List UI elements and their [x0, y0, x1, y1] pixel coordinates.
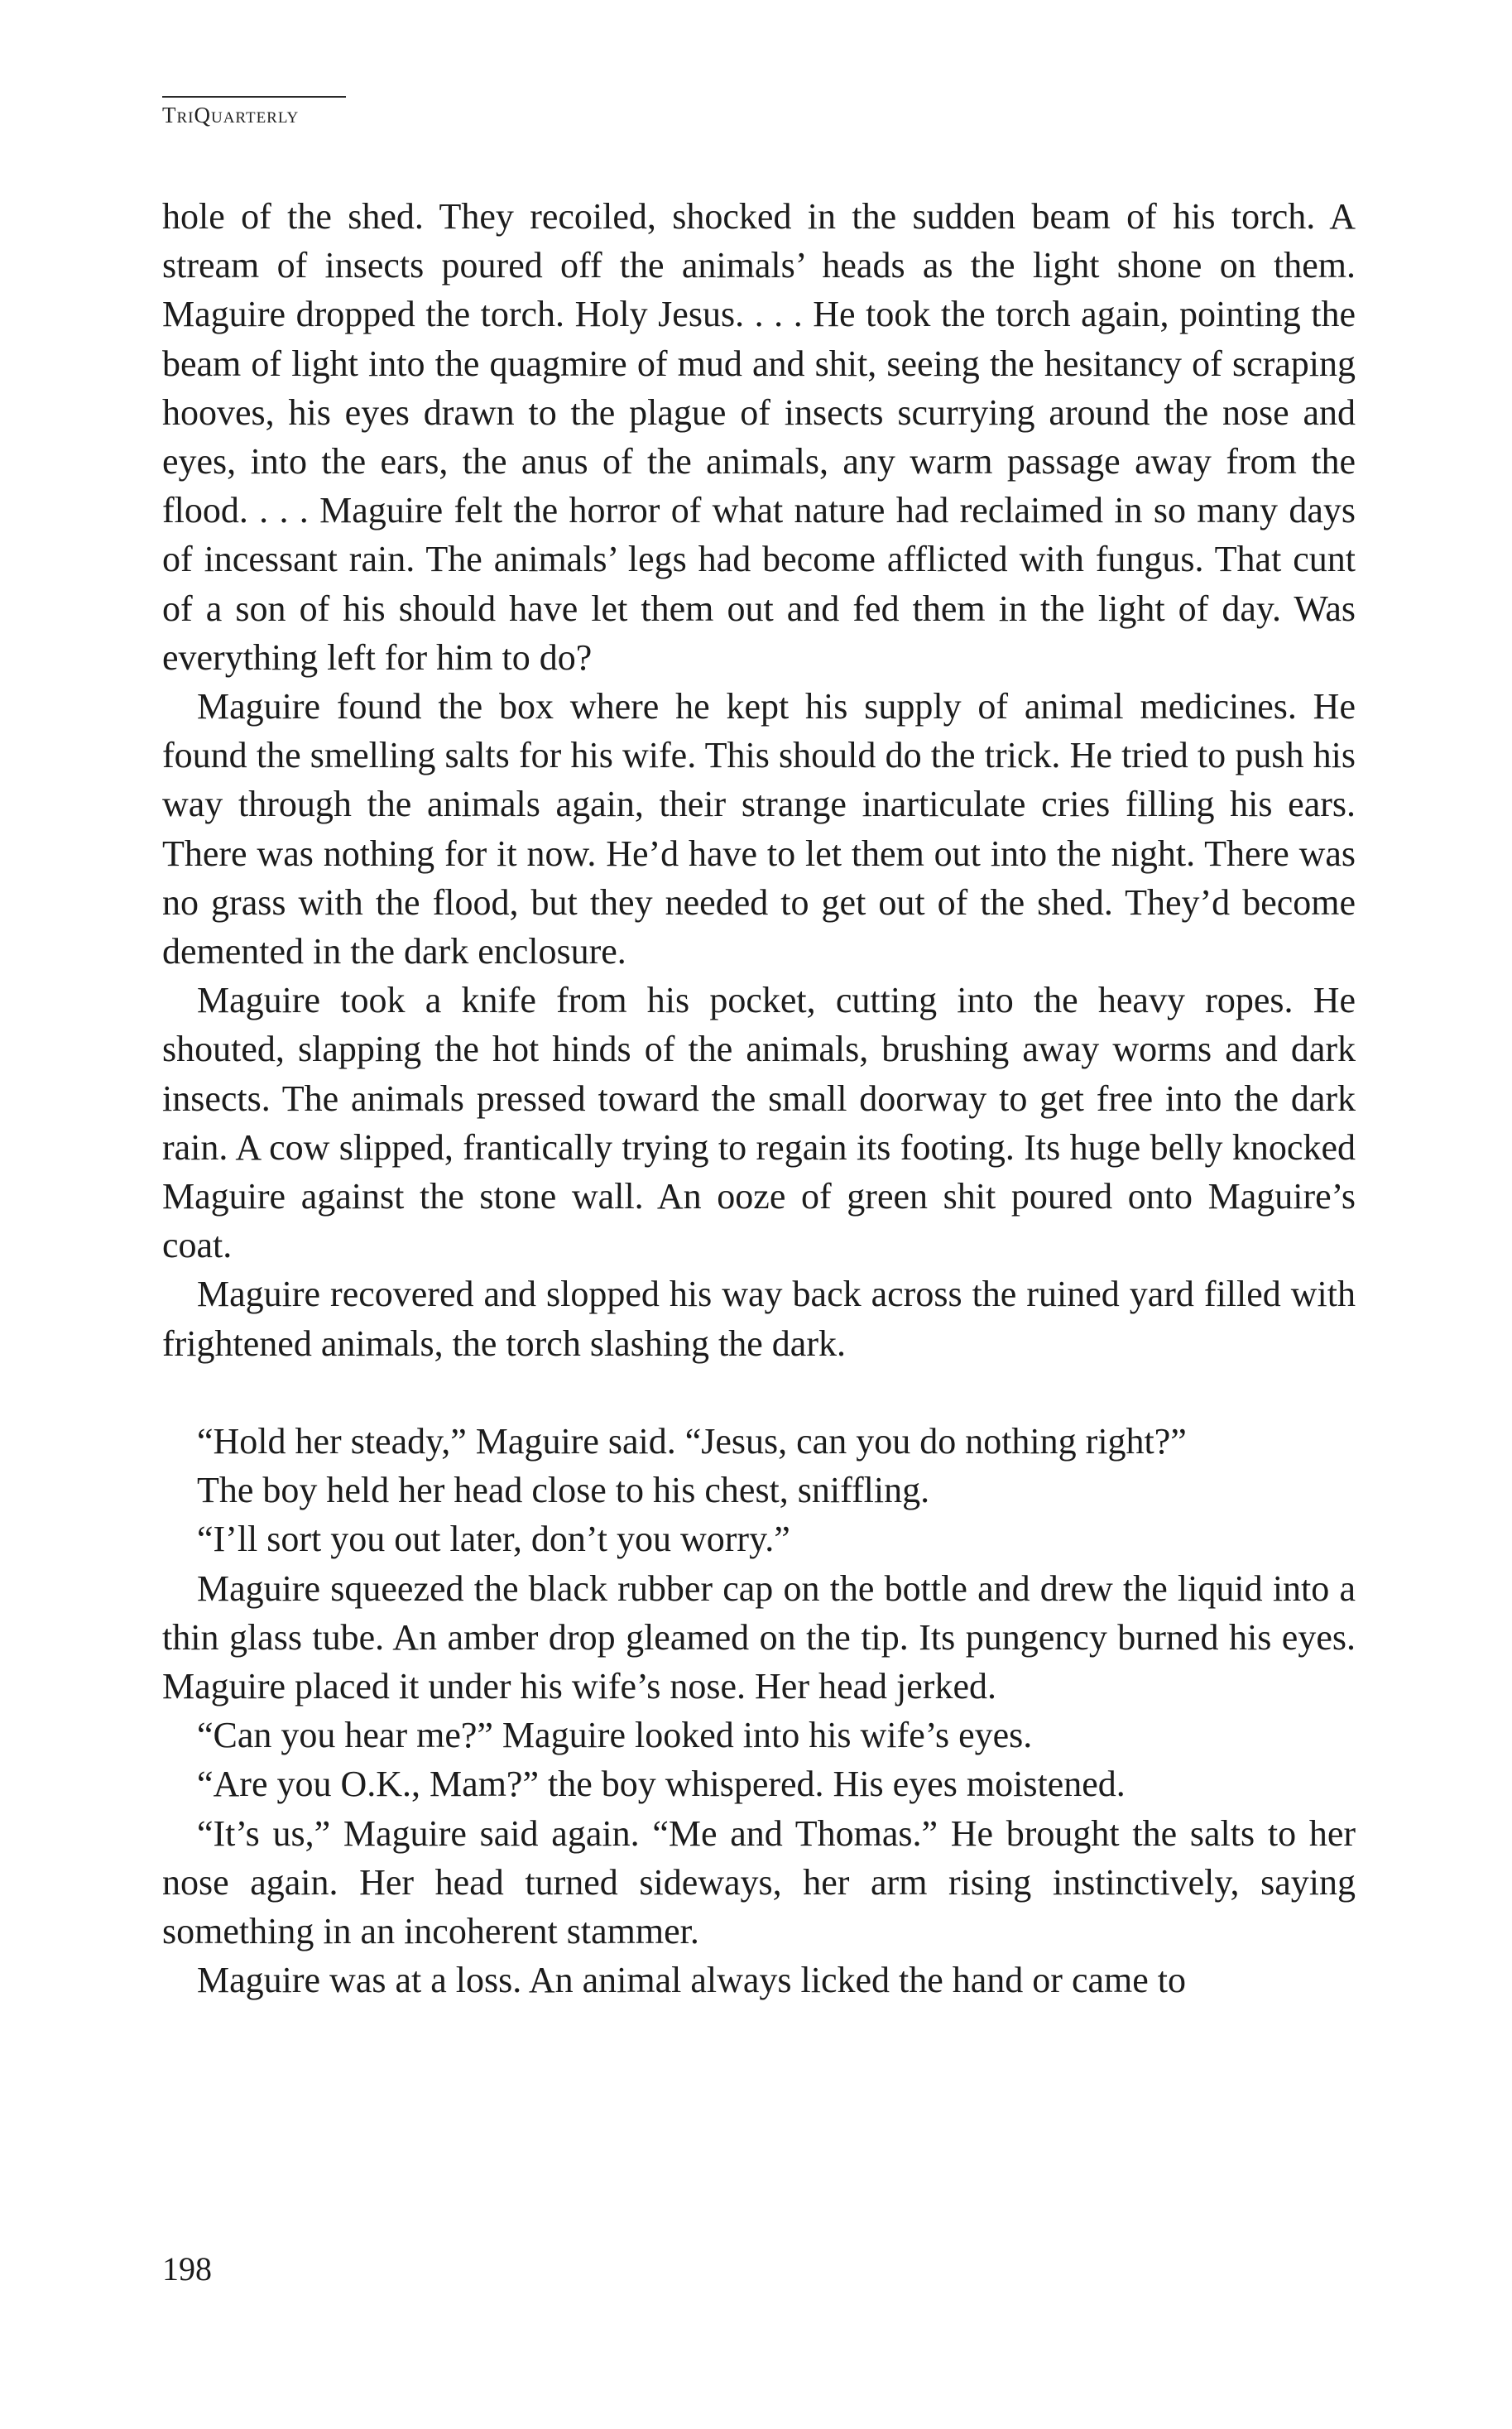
paragraph: Maguire recovered and slopped his way back across the ruined yard filled with frightened animals, the torch slashing the dark. [162, 1274, 1356, 1364]
paragraph: Maguire took a knife from his pocket, cutting into the heavy ropes. He shouted, slapping the hot hinds of the animals, brushing away worms and dark insects. The animals pressed toward the small doorway to get free into the dark rain. A cow slipped, frantically trying to regain its footing. Its huge belly knocked Maguire against the stone wall. An ooze of green shit poured onto Maguire’s coat. [162, 980, 1356, 1266]
paragraph: Maguire found the box where he kept his supply of animal medicines. He found the smelling salts for his wife. This should do the trick. He tried to push his way through the animals again, their strange inarticulate cries filling his ears. There was nothing for it now. He’d have to let them out into the night. There was no grass with the flood, but they needed to get out of the shed. They’d become demented in the dark enclosure. [162, 686, 1356, 972]
running-head: TriQuarterly [162, 103, 300, 127]
section-break [162, 1368, 1356, 1417]
paragraph: Maguire was at a loss. An animal always licked the hand or came to [197, 1960, 1186, 2001]
paragraph: hole of the shed. They recoiled, shocked in the sudden beam of his torch. A stream of insects poured off the animals’ heads as the light shone on them. Maguire dropped the torch. Holy Jesus. . . . He took the torch again, pointing the beam of light into the quagmire of mud and shit, seeing the hesitancy of scraping hooves, his eyes drawn to the plague of insects scurrying around the nose and eyes, into the ears, the anus of the animals, any warm passage away from the flood. . . . Maguire felt the horror of what nature had reclaimed in so many days of incessant rain. The animals’ legs had become afflicted with fungus. That cunt of a son of his should have let them out and fed them in the light of day. Was everything left for him to do? [162, 196, 1356, 678]
paragraph: Maguire squeezed the black rubber cap on the bottle and drew the liquid into a thin glass tube. An amber drop gleamed on the tip. Its pungency burned his eyes. Maguire placed it under his wife’s nose. Her head jerked. [162, 1567, 1356, 1707]
paragraph: The boy held her head close to his chest, sniffling. [197, 1470, 930, 1511]
page-number: 198 [162, 2250, 212, 2287]
paragraph: “Are you O.K., Mam?” the boy whispered. His eyes moistened. [197, 1764, 1126, 1805]
paragraph: “Can you hear me?” Maguire looked into his wife’s eyes. [197, 1715, 1033, 1756]
paragraph: “I’ll sort you out later, don’t you worry.” [197, 1519, 790, 1560]
body-text [162, 192, 1356, 2005]
header-rule [162, 96, 346, 98]
paragraph: “Hold her steady,” Maguire said. “Jesus, can you do nothing right?” [197, 1421, 1187, 1462]
paragraph: “It’s us,” Maguire said again. “Me and Thomas.” He brought the salts to her nose again. Her head turned sideways, her arm rising instinctively, saying something in an incoherent stammer. [162, 1812, 1356, 1952]
